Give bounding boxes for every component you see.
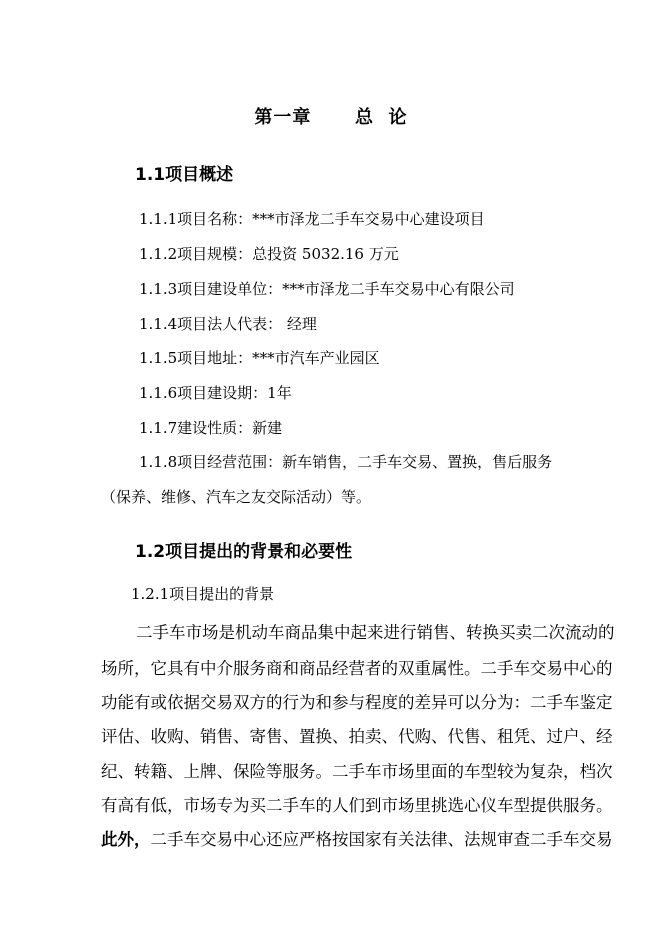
item-1-1-2: 1.1.2项目规模：总投资 5032.16 万元 [139, 245, 399, 263]
item-1-1-6: 1.1.6项目建设期：1年 [139, 384, 292, 402]
section-heading-1-2: 1.2项目提出的背景和必要性 [135, 542, 353, 562]
paragraph-line: 有高有低，市场专为买二手车的人们到市场里挑选心仪车型提供服务。 [101, 796, 613, 815]
chapter-title: 第一章 总 论 [254, 107, 408, 128]
item-1-1-8-continuation: （保养、维修、汽车之友交际活动）等。 [101, 488, 372, 506]
paragraph-line-rest: 二手车交易中心还应严格按国家有关法律、法规审查二手车交易 [150, 830, 613, 849]
item-1-1-8: 1.1.8项目经营范围：新车销售，二手车交易、置换，售后服务 [139, 453, 553, 471]
paragraph-bold-run: 此外， [101, 830, 151, 849]
paragraph-line: 二手车市场是机动车商品集中起来进行销售、转换买卖二次流动的 [136, 623, 615, 642]
item-1-1-3: 1.1.3项目建设单位：***市泽龙二手车交易中心有限公司 [139, 280, 515, 298]
subheading-1-2-1: 1.2.1项目提出的背景 [131, 585, 275, 603]
item-1-1-5: 1.1.5项目地址：***市汽车产业园区 [139, 349, 380, 367]
paragraph-line: 评估、收购、销售、寄售、置换、拍卖、代购、代售、租凭、过户、经 [101, 727, 613, 746]
paragraph-line: 纪、转籍、上牌、保险等服务。二手车市场里面的车型较为复杂，档次 [101, 762, 613, 781]
item-1-1-4: 1.1.4项目法人代表： 经理 [139, 315, 317, 333]
paragraph-line-last [101, 826, 613, 850]
item-1-1-1: 1.1.1项目名称：***市泽龙二手车交易中心建设项目 [139, 210, 485, 228]
item-1-1-7: 1.1.7建设性质：新建 [139, 419, 283, 437]
paragraph-line: 场所，它具有中介服务商和商品经营者的双重属性。二手车交易中心的 [101, 659, 613, 678]
paragraph-line: 功能有或依据交易双方的行为和参与程度的差异可以分为：二手车鉴定 [101, 693, 613, 712]
section-heading-1-1: 1.1项目概述 [135, 165, 234, 185]
